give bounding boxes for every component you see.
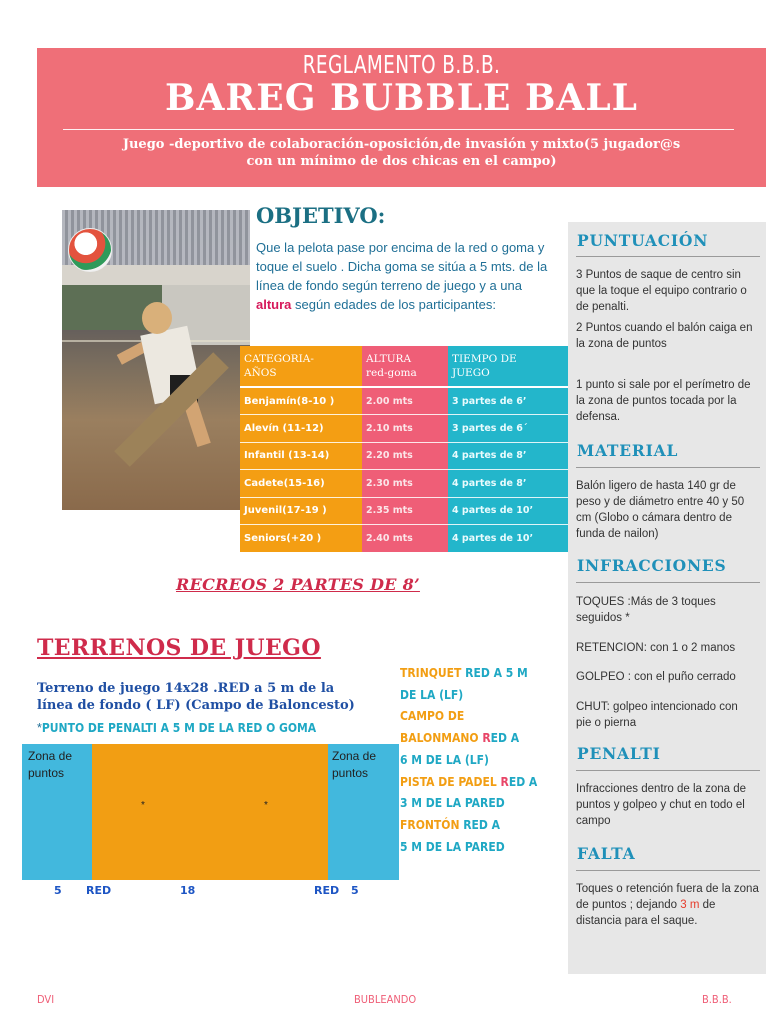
cell-categoria: Cadete(15-16) xyxy=(240,470,362,498)
table-row xyxy=(240,387,569,415)
puntuacion-heading: PUNTUACIÓN xyxy=(577,231,709,250)
legend-red-left: RED xyxy=(86,884,112,897)
cell-tiempo: 4 partes de 10’ xyxy=(448,525,569,553)
cell-altura: 2.30 mts xyxy=(362,470,448,498)
header-altura xyxy=(362,346,448,387)
left-points-zone xyxy=(22,744,92,880)
banner-kicker: REGLAMENTO B.B.B. xyxy=(302,50,501,79)
terrenos-desc-line-1: Terreno de juego 14x28 .RED a 5 m de la xyxy=(37,681,335,696)
penalty-spot-right: * xyxy=(264,800,268,811)
terrenos-description xyxy=(37,680,397,714)
header-tiempo-text: TIEMPO DE JUEGO xyxy=(452,353,517,379)
table-row xyxy=(240,525,569,553)
falta-text-a: Toques o retención fuera de la zona de puntos ; dejando xyxy=(576,883,759,911)
infracciones-heading: INFRACCIONES xyxy=(577,556,727,575)
cell-tiempo: 3 partes de 6’ xyxy=(448,387,569,415)
court-fronton xyxy=(400,815,560,837)
objetivo-text xyxy=(256,238,556,314)
objetivo-text-a: Que la pelota pase por encima de la red o goma y toque el suelo . Dicha goma se sitúa a 5 mts. de la línea de fondo según terreno de juego y a una xyxy=(256,240,548,293)
photo-head xyxy=(142,302,172,334)
other-courts xyxy=(400,663,560,858)
legend-18: 18 xyxy=(180,884,196,897)
footer-center: BUBLEANDO xyxy=(354,993,417,1006)
cell-altura: 2.00 mts xyxy=(362,387,448,415)
cell-tiempo: 4 partes de 8’ xyxy=(448,442,569,470)
recreos-heading: RECREOS 2 PARTES DE 8’ xyxy=(176,575,420,594)
penalty-note xyxy=(37,721,316,735)
court-trinquet-2: DE LA (LF) xyxy=(400,687,464,702)
cell-categoria: Seniors(+20 ) xyxy=(240,525,362,553)
ball-icon xyxy=(68,228,112,272)
court-padel xyxy=(400,772,560,794)
balonmano-name-2: BALONMANO xyxy=(400,731,479,746)
right-points-zone xyxy=(328,744,399,880)
court-fronton-2: 5 M DE LA PARED xyxy=(400,839,505,854)
cell-altura: 2.10 mts xyxy=(362,415,448,443)
penalti-heading: PENALTI xyxy=(577,744,661,763)
central-field xyxy=(92,744,328,880)
court-diagram xyxy=(22,744,399,880)
falta-distance: 3 m xyxy=(680,899,700,911)
footer-right: B.B.B. xyxy=(702,993,732,1006)
terrenos-desc-line-2: línea de fondo ( LF) (Campo de Baloncesto) xyxy=(37,698,355,713)
court-balonmano-3: 6 M DE LA (LF) xyxy=(400,752,489,767)
material-text: Balón ligero de hasta 140 gr de peso y de diámetro entre 40 y 50 cm (Globo o cámara dentro de funda de nailon) xyxy=(576,480,745,540)
sidebar-divider xyxy=(576,256,760,257)
falta-text xyxy=(576,881,762,929)
falta-heading: FALTA xyxy=(577,844,636,863)
table-row xyxy=(240,497,569,525)
banner-subtitle xyxy=(57,136,746,170)
subtitle-line-2: con un mínimo de dos chicas en el campo) xyxy=(246,154,557,169)
legend-5-right: 5 xyxy=(351,884,359,897)
header-tiempo xyxy=(448,346,569,387)
penalty-spot-left: * xyxy=(141,800,145,811)
court-balonmano xyxy=(400,706,560,728)
objetivo-highlight: altura xyxy=(256,297,292,312)
age-height-table xyxy=(240,346,569,553)
table-row xyxy=(240,442,569,470)
infraccion-chut: CHUT: golpeo intencionado con pie o pierna xyxy=(576,701,738,729)
player-photo xyxy=(62,210,250,510)
footer-left: DVI xyxy=(37,993,55,1006)
table-row xyxy=(240,470,569,498)
balonmano-r: R xyxy=(478,731,491,746)
header-categoria xyxy=(240,346,362,387)
infraccion-golpeo: GOLPEO : con el puño cerrado xyxy=(576,671,736,683)
cell-categoria: Benjamín(8-10 ) xyxy=(240,387,362,415)
banner-title: BAREG BUBBLE BALL xyxy=(165,77,638,119)
terrenos-title: TERRENOS DE JUEGO xyxy=(37,635,321,661)
cell-altura: 2.20 mts xyxy=(362,442,448,470)
fronton-name: FRONTÓN xyxy=(400,817,460,832)
penalti-text: Infracciones dentro de la zona de puntos y golpeo y chut en todo el campo xyxy=(576,783,747,827)
falta-text-b: de distancia para el saque. xyxy=(576,899,716,927)
padel-r: R xyxy=(496,774,509,789)
penalty-note-star: * xyxy=(37,721,42,735)
balonmano-name: CAMPO DE xyxy=(400,709,465,724)
cell-tiempo: 4 partes de 8’ xyxy=(448,470,569,498)
puntuacion-1: 1 punto si sale por el perímetro de la zona de puntos tocada por la defensa. xyxy=(576,379,751,423)
legend-red-right: RED xyxy=(314,884,340,897)
trinquet-rest: RED A 5 M xyxy=(461,666,528,680)
cell-tiempo: 3 partes de 6´ xyxy=(448,415,569,443)
banner-divider xyxy=(63,129,734,130)
right-zone-label: Zona de puntos xyxy=(332,749,377,780)
left-zone-label: Zona de puntos xyxy=(28,749,73,780)
header-banner xyxy=(37,48,766,187)
fronton-rest: RED A xyxy=(459,817,501,832)
balonmano-rest: ED A xyxy=(490,731,520,746)
padel-rest: ED A xyxy=(508,774,538,789)
sidebar-divider xyxy=(576,870,760,871)
cell-categoria: Infantil (13-14) xyxy=(240,442,362,470)
rules-sidebar xyxy=(568,222,766,974)
sidebar-divider xyxy=(576,770,760,771)
subtitle-line-1: Juego -deportivo de colaboración-oposición,de invasión y mixto(5 jugador@s xyxy=(122,137,681,152)
cell-categoria: Alevín (11-12) xyxy=(240,415,362,443)
infraccion-retencion: RETENCION: con 1 o 2 manos xyxy=(576,642,736,654)
puntuacion-2: 2 Puntos cuando el balón caiga en la zona de puntos xyxy=(576,322,753,350)
infraccion-toques: TOQUES :Más de 3 toques seguidos * xyxy=(576,596,716,624)
sidebar-divider xyxy=(576,467,760,468)
court-balonmano-2 xyxy=(400,728,560,750)
puntuacion-3: 3 Puntos de saque de centro sin que la toque el equipo contrario o de penalti. xyxy=(576,269,747,313)
table-row xyxy=(240,415,569,443)
cell-altura: 2.40 mts xyxy=(362,525,448,553)
court-padel-2: 3 M DE LA PARED xyxy=(400,796,505,811)
objetivo-text-b: según edades de los participantes: xyxy=(291,297,496,312)
cell-categoria: Juvenil(17-19 ) xyxy=(240,497,362,525)
objetivo-title: OBJETIVO: xyxy=(256,203,386,228)
padel-name: PISTA DE PADEL xyxy=(400,774,497,789)
cell-tiempo: 4 partes de 10’ xyxy=(448,497,569,525)
legend-5-left: 5 xyxy=(54,884,62,897)
penalty-note-text: PUNTO DE PENALTI A 5 M DE LA RED O GOMA xyxy=(41,721,317,735)
sidebar-divider xyxy=(576,582,760,583)
header-altura-text: ALTURA red-goma xyxy=(366,353,417,379)
cell-altura: 2.35 mts xyxy=(362,497,448,525)
trinquet-name: TRINQUET xyxy=(400,666,462,680)
header-categoria-text: CATEGORIA- AÑOS xyxy=(244,353,314,379)
court-trinquet xyxy=(400,663,560,685)
material-heading: MATERIAL xyxy=(577,441,679,460)
table-header-row xyxy=(240,346,569,387)
